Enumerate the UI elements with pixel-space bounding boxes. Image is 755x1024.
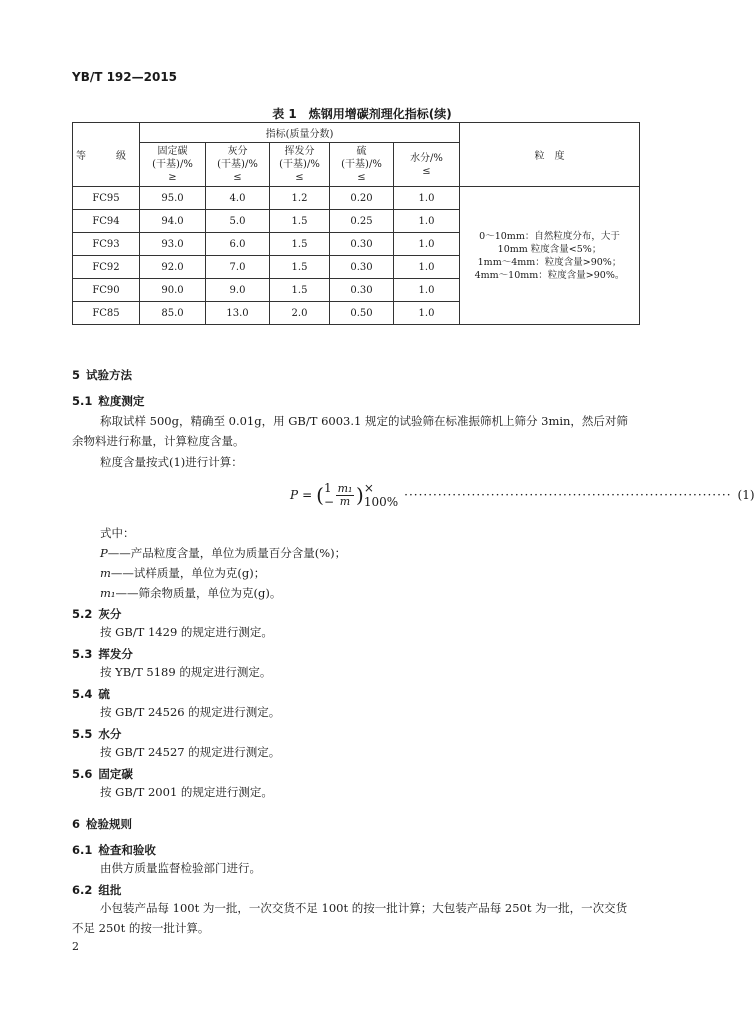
where-label: 式中： — [100, 526, 135, 540]
spec-table — [72, 122, 640, 325]
formula-leader-dots: ···································································· — [404, 488, 732, 502]
cell-sulfur: 0.30 — [330, 279, 394, 302]
col-header-level: 等 级 — [73, 123, 140, 187]
cell-ash: 9.0 — [206, 279, 270, 302]
cell-sulfur: 0.30 — [330, 233, 394, 256]
paragraph: 粒度含量按式(1)进行计算： — [100, 455, 243, 469]
section-5-1-heading: 5.1 粒度测定 — [72, 394, 145, 408]
cell-water: 1.0 — [394, 187, 460, 210]
section-5-6-heading: 5.6 固定碳 — [72, 767, 133, 781]
paragraph: 不足 250t 的按一批计算。 — [72, 921, 210, 935]
cell-water: 1.0 — [394, 233, 460, 256]
section-6-heading: 6 检验规则 — [72, 817, 133, 831]
cell-grade: FC92 — [73, 256, 140, 279]
cell-sulfur: 0.50 — [330, 302, 394, 325]
formula-fraction — [336, 483, 354, 508]
cell-ash: 7.0 — [206, 256, 270, 279]
paragraph: 按 GB/T 24526 的规定进行测定。 — [100, 705, 281, 719]
cell-ash: 4.0 — [206, 187, 270, 210]
cell-volatile: 1.5 — [270, 233, 330, 256]
formula-paren-close: ) — [356, 483, 364, 507]
cell-fixed-carbon: 92.0 — [140, 256, 206, 279]
formula-symbol-p: P — [290, 488, 299, 502]
table-row — [73, 187, 640, 210]
cell-sulfur: 0.30 — [330, 256, 394, 279]
formula-equals: = — [302, 488, 313, 502]
section-5-2-heading: 5.2 灰分 — [72, 607, 122, 621]
paragraph: 按 GB/T 2001 的规定进行测定。 — [100, 785, 273, 799]
cell-fixed-carbon: 90.0 — [140, 279, 206, 302]
paragraph: 按 GB/T 24527 的规定进行测定。 — [100, 745, 281, 759]
paragraph: 小包装产品每 100t 为一批，一次交货不足 100t 的按一批计算；大包装产品每 250t 为一批，一次交货 — [100, 901, 628, 915]
cell-volatile: 1.5 — [270, 256, 330, 279]
cell-sulfur: 0.25 — [330, 210, 394, 233]
cell-grade: FC95 — [73, 187, 140, 210]
cell-volatile: 1.5 — [270, 279, 330, 302]
table-title: 表 1 炼钢用增碳剂理化指标(续) — [272, 107, 452, 121]
cell-water: 1.0 — [394, 302, 460, 325]
cell-volatile: 1.5 — [270, 210, 330, 233]
formula-denominator: m — [339, 494, 351, 508]
col-header-sulfur: 硫 (干基)/% ≤ — [330, 143, 394, 187]
formula-numerator: m₁ — [337, 481, 353, 495]
cell-grade: FC94 — [73, 210, 140, 233]
definition-p: P——产品粒度含量，单位为质量百分含量(%)； — [100, 546, 347, 560]
cell-water: 1.0 — [394, 210, 460, 233]
cell-ash: 6.0 — [206, 233, 270, 256]
section-5-heading: 5 试验方法 — [72, 368, 133, 382]
cell-water: 1.0 — [394, 279, 460, 302]
col-header-ash: 灰分 (干基)/% ≤ — [206, 143, 270, 187]
paragraph: 按 GB/T 1429 的规定进行测定。 — [100, 625, 273, 639]
cell-grade: FC85 — [73, 302, 140, 325]
formula-times-100: × 100% — [363, 481, 399, 509]
cell-grade: FC90 — [73, 279, 140, 302]
formula-1 — [290, 481, 755, 509]
section-6-1-heading: 6.1 检查和验收 — [72, 843, 156, 857]
cell-grade: FC93 — [73, 233, 140, 256]
cell-ash: 13.0 — [206, 302, 270, 325]
cell-sulfur: 0.20 — [330, 187, 394, 210]
cell-volatile: 2.0 — [270, 302, 330, 325]
cell-volatile: 1.2 — [270, 187, 330, 210]
page-number: 2 — [72, 940, 79, 953]
cell-fixed-carbon: 85.0 — [140, 302, 206, 325]
cell-water: 1.0 — [394, 256, 460, 279]
group-header: 指标(质量分数) — [140, 123, 460, 143]
section-5-4-heading: 5.4 硫 — [72, 687, 110, 701]
paragraph: 按 YB/T 5189 的规定进行测定。 — [100, 665, 272, 679]
formula-paren-open: ( — [316, 483, 324, 507]
cell-fixed-carbon: 94.0 — [140, 210, 206, 233]
cell-ash: 5.0 — [206, 210, 270, 233]
formula-number: (1) — [737, 488, 755, 502]
cell-fixed-carbon: 95.0 — [140, 187, 206, 210]
col-header-fixed-carbon: 固定碳 (干基)/% ≥ — [140, 143, 206, 187]
paragraph: 余物料进行称量，计算粒度含量。 — [72, 434, 245, 448]
section-5-5-heading: 5.5 水分 — [72, 727, 122, 741]
col-header-volatile: 挥发分 (干基)/% ≤ — [270, 143, 330, 187]
col-header-water: 水分/% ≤ — [394, 143, 460, 187]
col-header-granularity: 粒 度 — [460, 123, 640, 187]
formula-one-minus: 1 − — [323, 481, 335, 509]
document-code: YB/T 192—2015 — [72, 70, 178, 84]
definition-m: m——试样质量，单位为克(g)； — [100, 566, 266, 580]
paragraph: 称取试样 500g，精确至 0.01g，用 GB/T 6003.1 规定的试验筛在标准振筛机上筛分 3min，然后对筛 — [100, 414, 628, 428]
definition-m1: m₁——筛余物质量，单位为克(g)。 — [100, 586, 282, 600]
cell-fixed-carbon: 93.0 — [140, 233, 206, 256]
cell-granularity: 0～10mm：自然粒度分布，大于 10mm 粒度含量<5%； 1mm～4mm：粒度含量>90%； 4mm～10mm：粒度含量>90%。 — [460, 187, 640, 325]
paragraph: 由供方质量监督检验部门进行。 — [100, 861, 261, 875]
section-6-2-heading: 6.2 组批 — [72, 883, 122, 897]
section-5-3-heading: 5.3 挥发分 — [72, 647, 133, 661]
